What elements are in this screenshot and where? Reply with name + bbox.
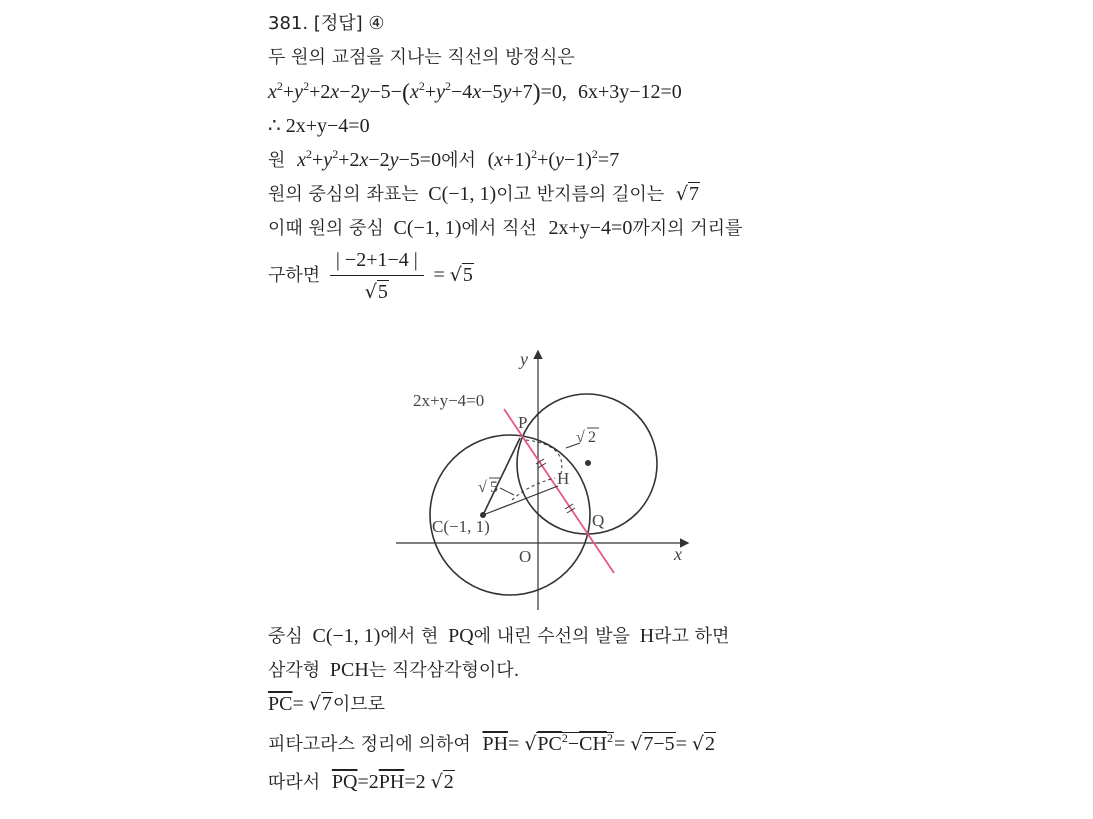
equation-1-result: 6x+3y−12=0 <box>577 81 682 103</box>
circle-standard-form: 원 $x^2+y^2+2x-2y-5=0$에서 $(x+1)^2+(y-1)^2=7$ <box>268 147 620 171</box>
label-sqrt5-radical: √ <box>478 479 487 496</box>
label-y: y <box>520 349 528 369</box>
text-perpendicular: 에 내린 수선의 발을 <box>473 626 630 647</box>
fraction-numerator: | −2+1−4 | <box>330 246 424 276</box>
equation-1: $x^2+y^2+2x-2y-5-(x^2+y^2-4x-5y+7)=0$, 6x+3y−12=0 <box>268 79 682 106</box>
label-c: C(−1, 1) <box>432 517 490 536</box>
distance-fraction: $\frac{| -2+1-4 |}{√5}$ <box>330 246 424 306</box>
text-right-triangle: 는 직각삼각형이다. <box>368 660 520 681</box>
center-coord: C(−1, 1) <box>428 183 497 205</box>
center-2-dot <box>585 460 591 466</box>
text-hyeon: 에서 현 <box>380 626 439 647</box>
text-jungsim: 중심 <box>268 626 303 647</box>
text-ttaraseo: 따라서 <box>268 772 321 793</box>
line-equation-2: 2x+y−4=0 <box>548 217 633 239</box>
pythagoras-line: 피타고라스 정리에 의하여 $\overline{PH}= √PC^2-\overline{CH}^2= √7-5= √2$ <box>268 731 716 755</box>
distance-line <box>268 216 742 241</box>
therefore-line <box>268 114 370 138</box>
line-label: 2x+y−4=0 <box>413 391 485 410</box>
center-coord-2: C(−1, 1) <box>393 217 462 239</box>
problem-header: 381. [정답] ④ <box>268 13 385 34</box>
text-center: 원의 중심의 좌표는 <box>268 184 419 205</box>
text-pythagoras: 피타고라스 정리에 의하여 <box>268 734 471 755</box>
text-imeuro: 이므로 <box>332 694 386 715</box>
center-radius-line <box>268 182 700 207</box>
text-distance-b: 에서 직선 <box>461 218 537 239</box>
sqrt-7: √7 <box>675 183 700 205</box>
text-radius: 이고 반지름의 길이는 <box>496 184 665 205</box>
label-sqrt5: 5 <box>490 479 498 496</box>
label-h: H <box>557 469 570 488</box>
line-equation: 2x+y−4=0 <box>285 115 370 137</box>
therefore-symbol: ∴ <box>268 115 286 137</box>
triangle-name: PCH <box>329 659 369 681</box>
label-x: x <box>674 544 682 564</box>
geometry-figure <box>395 348 695 613</box>
text-circle: 원 <box>268 150 286 171</box>
text-distance-d: 구하면 <box>268 265 321 286</box>
text-line-1: 두 원의 교점을 지나는 직선의 방정식은 <box>268 47 575 68</box>
text-distance-c: 까지의 거리를 <box>632 218 743 239</box>
pc-length-line: $\overline{PC}= √7$이므로 <box>268 693 386 715</box>
result-line: 따라서 $\overline{PQ}=2\overline{PH}=2$ √2 <box>268 771 454 793</box>
label-origin: O <box>519 547 532 566</box>
after-figure-line-1: 중심 C(−1, 1)에서 현 PQ에 내린 수선의 발을 H라고 하면 <box>268 625 730 647</box>
label-p: P <box>518 413 528 432</box>
distance-result: 구하면 $\frac{| -2+1-4 |}{√5}$ = √5 <box>268 246 474 306</box>
text-distance-a: 이때 원의 중심 <box>268 218 384 239</box>
label-q: Q <box>592 511 605 530</box>
after-figure-line-2 <box>268 658 519 683</box>
text-eseo: 에서 <box>441 150 476 171</box>
text-triangle: 삼각형 <box>268 660 321 681</box>
label-sqrt2-radical: √ <box>576 429 585 446</box>
label-sqrt2: 2 <box>588 429 596 446</box>
center-coord-3: C(−1, 1) <box>312 625 381 647</box>
text-rago: 라고 하면 <box>654 626 730 647</box>
